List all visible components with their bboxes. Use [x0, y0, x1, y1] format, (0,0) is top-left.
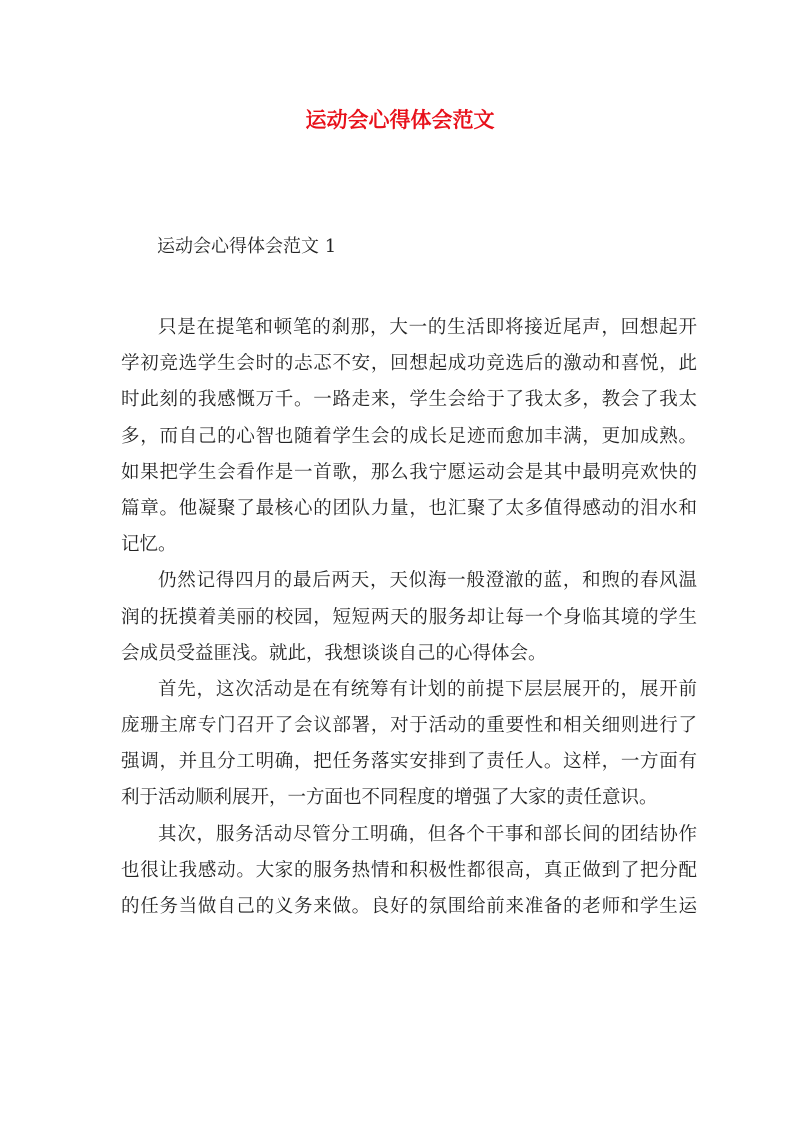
paragraph-line: 润的抚摸着美丽的校园，短短两天的服务却让每一个身临其境的学生 [121, 606, 697, 628]
paragraph-line: 记忆。 [121, 534, 177, 556]
paragraph-line: 会成员受益匪浅。就此，我想谈谈自己的心得体会。 [121, 642, 547, 664]
paragraph [121, 563, 697, 672]
document-title: 运动会心得体会范文 [305, 107, 495, 132]
paragraph-line: 庞珊主席专门召开了会议部署，对于活动的重要性和相关细则进行了 [121, 715, 697, 737]
paragraph-line: 其次，服务活动尽管分工明确，但各个干事和部长间的团结协作 [158, 823, 697, 845]
paragraph-line: 如果把学生会看作是一首歌，那么我宁愿运动会是其中最明亮欢快的 [121, 461, 697, 483]
paragraph-line: 的任务当做自己的义务来做。良好的氛围给前来准备的老师和学生运 [121, 896, 697, 917]
paragraph-line: 学初竞选学生会时的忐忑不安，回想起成功竞选后的激动和喜悦，此 [121, 353, 697, 375]
paragraph-line: 多，而自己的心智也随着学生会的成长足迹而愈加丰满，更加成熟。 [121, 425, 697, 447]
paragraph [121, 310, 697, 563]
section-heading: 运动会心得体会范文 1 [157, 236, 337, 257]
paragraph [121, 817, 697, 926]
paragraph-line: 只是在提笔和顿笔的刹那，大一的生活即将接近尾声，回想起开 [158, 317, 697, 338]
paragraph-line: 也很让我感动。大家的服务热情和积极性都很高，真正做到了把分配 [121, 859, 697, 881]
paragraph [121, 672, 697, 817]
paragraph-line: 时此刻的我感慨万千。一路走来，学生会给于了我太多，教会了我太 [121, 389, 697, 411]
paragraph-line: 首先，这次活动是在有统筹有计划的前提下层层展开的，展开前 [158, 678, 697, 700]
paragraph-line: 篇章。他凝聚了最核心的团队力量，也汇聚了太多值得感动的泪水和 [121, 497, 697, 519]
document-body [121, 310, 697, 925]
paragraph-line: 仍然记得四月的最后两天，天似海一般澄澈的蓝，和煦的春风温 [158, 570, 697, 592]
paragraph-line: 强调，并且分工明确，把任务落实安排到了责任人。这样，一方面有 [121, 751, 697, 773]
paragraph-line: 利于活动顺利展开，一方面也不同程度的增强了大家的责任意识。 [121, 787, 658, 809]
